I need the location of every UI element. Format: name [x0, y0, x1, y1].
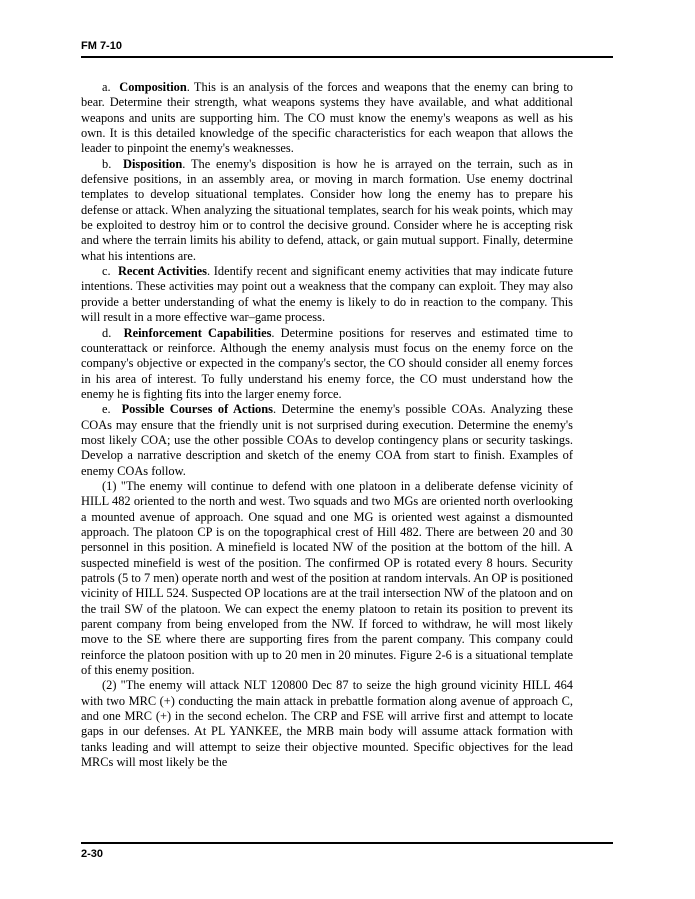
paragraph-text: . Determine the enemy's possible COAs. Analyzing these COAs may ensure that the friendly unit is not surprised during execution. Determine the enemy's most likely COA; use the other possible COAs to develop contingency plans or security taskings. Develop a narrative description and sketch of the enemy COA from start to finish. Examples of enemy COAs follow. [81, 402, 574, 478]
paragraph-text: . Identify recent and significant enemy activities that may indicate future intentions. These activities may point out a weakness that the company can exploit. They may also provide a better understanding of what the enemy is likely to do in reaction to the company. This will result in a more effective war–game process. [81, 264, 573, 325]
paragraph-disposition [81, 157, 573, 264]
footer-rule [81, 842, 613, 844]
paragraph-possible-coas [81, 402, 573, 479]
paragraph-text: . This is an analysis of the forces and weapons that the enemy can bring to bear. Determine their strength, what weapons systems they have available, and what additional weapons and units are supporting him. The CO must know the enemy's weapons as well as his own. It is this detailed knowledge of the specific characteristics for each weapon that allows the leader to pinpoint the enemy's weaknesses. [81, 80, 573, 156]
paragraph-heading: Reinforcement Capabilities [123, 325, 272, 340]
paragraph-marker: e. [102, 402, 111, 417]
paragraph-heading: Recent Activities [117, 264, 207, 279]
paragraph-recent-activities [81, 264, 573, 325]
paragraph-reinforcement-capabilities [81, 326, 573, 403]
paragraph-heading: Composition [119, 80, 187, 94]
paragraph-text: . The enemy's disposition is how he is arrayed on the terrain, such as in defensive positions, in an assembly area, or moving in march formation. Use enemy doctrinal templates to develop situational templates. Consider how long the enemy has to prepare his defense or attack. When analyzing the situational templates, search for his weak points, which may be exploited to destroy him or to control the decisive ground. Consider where he is accepting risk and where the terrain limits his ability to defend, attack, or gain mutual support. Finally, determine what his intentions are. [81, 156, 574, 263]
paragraph-text: (2) "The enemy will attack NLT 120800 Dec 87 to seize the high ground vicinity HILL 464 with two MRC (+) conducting the main attack in prebattle formation along avenue of approach C, and one MRC (+) in the second echelon. The CRP and FSE will arrive first and attempt to locate gaps in our defenses. At PL YANKEE, the MRB main body will assume attack formation with tanks leading and will attempt to seize their objective mounted. Specific objectives for the lead MRCs will most likely be the [81, 678, 573, 770]
page-number: 2-30 [81, 848, 104, 860]
running-header: FM 7-10 [81, 40, 122, 52]
paragraph-example-2 [81, 678, 573, 770]
paragraph-marker: c. [102, 264, 111, 279]
paragraph-marker: b. [102, 156, 112, 171]
paragraph-example-1 [81, 479, 573, 678]
paragraph-heading: Disposition [123, 156, 183, 171]
paragraph-marker: a. [102, 80, 111, 94]
paragraph-composition [81, 80, 573, 157]
page-body [81, 80, 573, 770]
paragraph-text: (1) "The enemy will continue to defend with one platoon in a deliberate defense vicinity of HILL 482 oriented to the north and west. Two squads and two MGs are oriented north overlooking a mounted avenue of approach. One squad and one MG is oriented west against a dismounted approach. The platoon CP is on the topographical crest of Hill 482. There are between 20 and 30 personnel in this position. A minefield is located NW of the position at the bottom of the hill. A suspected minefield is west of the position. The confirmed OP is rotated every 8 hours. Security patrols (5 to 7 men) operate north and west of the position at random intervals. An OP is positioned vicinity of HILL 524. Suspected OP locations are at the trail intersection NW of the platoon and on the trail SW of the platoon. We can expect the enemy platoon to retain its position to prevent its parent company from being enveloped from the NW. If forced to withdraw, he will most likely move to the SE where there are supporting fires from the parent company. This company could reinforce the platoon position with up to 20 men in 20 minutes. Figure 2-6 is a situational template of this enemy position. [81, 478, 573, 678]
header-rule [81, 56, 613, 58]
paragraph-text: . Determine positions for reserves and estimated time to counterattack or reinforce. Although the enemy analysis must focus on the enemy force on the company's objective or expected in the company's sector, the CO should consider all enemy forces in his area of interest. To fully understand his enemy force, the CO must understand how the enemy he is fighting fits into the larger enemy force. [81, 325, 573, 401]
paragraph-marker: d. [102, 325, 112, 340]
paragraph-heading: Possible Courses of Actions [121, 402, 273, 417]
